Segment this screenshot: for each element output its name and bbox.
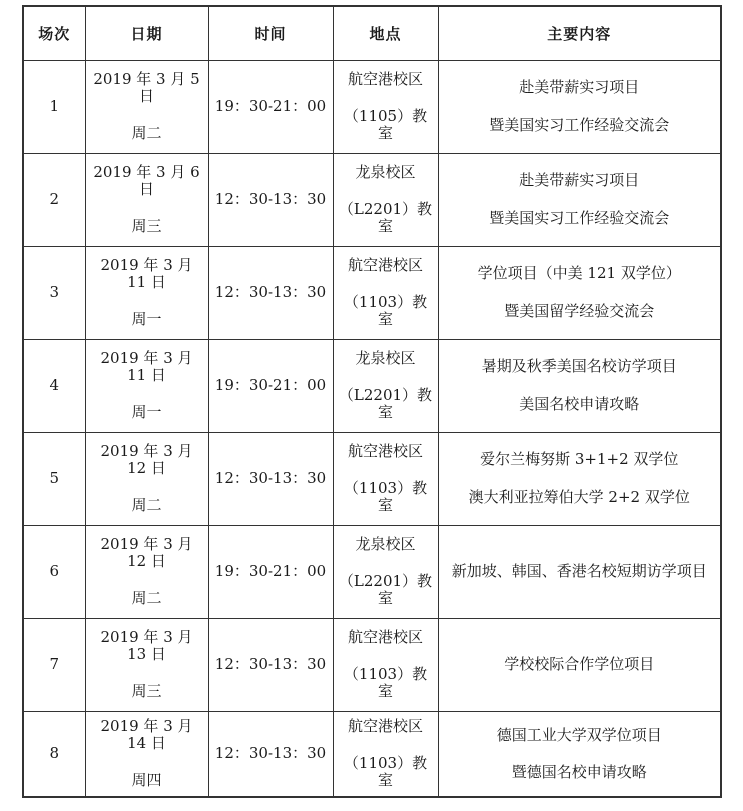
time-cell xyxy=(208,246,333,339)
text-line: 19：30-21：00 xyxy=(214,561,327,580)
location-cell xyxy=(333,339,438,432)
text-line: 周三 xyxy=(131,682,162,701)
text-line: 航空港校区 xyxy=(347,69,423,88)
text-line: 周一 xyxy=(131,403,162,422)
column-header: 地点 xyxy=(333,6,438,60)
column-header: 日期 xyxy=(85,6,208,60)
text-line: 周四 xyxy=(131,771,162,790)
session-cell xyxy=(23,339,85,432)
text-line: 新加坡、韩国、香港名校短期访学项目 xyxy=(451,561,707,580)
text-line: 2 xyxy=(49,189,60,208)
date-cell xyxy=(85,618,208,711)
date-cell xyxy=(85,432,208,525)
text-line: 暨德国名校申请攻略 xyxy=(511,762,647,781)
session-cell xyxy=(23,525,85,618)
text-line: （1103）教室 xyxy=(343,292,428,329)
date-cell xyxy=(85,711,208,797)
date-cell xyxy=(85,246,208,339)
table-row xyxy=(23,711,721,797)
content-cell xyxy=(438,525,721,618)
text-line: 航空港校区 xyxy=(347,716,423,735)
date-cell xyxy=(85,60,208,153)
text-line: 2019 年 3 月 12 日 xyxy=(100,534,193,570)
location-cell xyxy=(333,432,438,525)
text-line: 赴美带薪实习项目 xyxy=(519,78,640,97)
table-row xyxy=(23,618,721,711)
time-cell xyxy=(208,618,333,711)
text-line: 2019 年 3 月 14 日 xyxy=(100,716,193,753)
text-line: 爱尔兰梅努斯 3+1+2 双学位 xyxy=(480,450,679,469)
column-header: 主要内容 xyxy=(438,6,721,60)
location-cell xyxy=(333,618,438,711)
content-cell xyxy=(438,339,721,432)
schedule-table xyxy=(22,5,722,798)
table-row xyxy=(23,432,721,525)
time-cell xyxy=(208,60,333,153)
text-line: 12：30-13：30 xyxy=(214,282,327,301)
text-line: 周三 xyxy=(131,217,162,236)
column-header: 时间 xyxy=(208,6,333,60)
content-cell xyxy=(438,618,721,711)
session-cell xyxy=(23,246,85,339)
text-line: 赴美带薪实习项目 xyxy=(519,171,640,190)
session-cell xyxy=(23,711,85,797)
text-line: 周一 xyxy=(131,310,162,329)
date-cell xyxy=(85,339,208,432)
text-line: 学位项目（中美 121 双学位） xyxy=(477,264,681,283)
time-cell xyxy=(208,711,333,797)
text-line: 12：30-13：30 xyxy=(214,654,327,673)
text-line: （1103）教室 xyxy=(343,754,428,790)
text-line: 周二 xyxy=(131,589,162,608)
text-line: 龙泉校区 xyxy=(355,348,416,367)
text-line: 龙泉校区 xyxy=(355,534,416,553)
content-cell xyxy=(438,60,721,153)
session-cell xyxy=(23,60,85,153)
time-cell xyxy=(208,432,333,525)
text-line: 7 xyxy=(49,654,60,673)
location-cell xyxy=(333,246,438,339)
session-cell xyxy=(23,432,85,525)
text-line: 暨美国留学经验交流会 xyxy=(504,301,655,320)
text-line: 美国名校申请攻略 xyxy=(519,394,640,413)
text-line: （1105）教室 xyxy=(343,106,428,143)
text-line: 12：30-13：30 xyxy=(214,189,327,208)
text-line: 学校校际合作学位项目 xyxy=(504,654,655,673)
text-line: 龙泉校区 xyxy=(355,162,416,181)
content-cell xyxy=(438,711,721,797)
table-row xyxy=(23,246,721,339)
text-line: 8 xyxy=(49,744,60,763)
text-line: 2019 年 3 月 5 日 xyxy=(93,69,200,105)
text-line: 4 xyxy=(49,375,60,394)
content-cell xyxy=(438,153,721,246)
text-line: （L2201）教室 xyxy=(338,199,433,236)
column-header: 场次 xyxy=(23,6,85,60)
location-cell xyxy=(333,711,438,797)
date-cell xyxy=(85,525,208,618)
text-line: 6 xyxy=(49,561,60,580)
text-line: 暨美国实习工作经验交流会 xyxy=(489,208,670,227)
time-cell xyxy=(208,153,333,246)
text-line: 3 xyxy=(49,282,60,301)
text-line: （1103）教室 xyxy=(343,664,428,701)
text-line: 周二 xyxy=(131,496,162,515)
location-cell xyxy=(333,153,438,246)
table-row xyxy=(23,525,721,618)
location-cell xyxy=(333,525,438,618)
date-cell xyxy=(85,153,208,246)
text-line: 航空港校区 xyxy=(347,627,423,646)
session-cell xyxy=(23,153,85,246)
table-row xyxy=(23,60,721,153)
text-line: 2019 年 3 月 12 日 xyxy=(100,441,193,477)
text-line: 12：30-13：30 xyxy=(214,744,327,763)
location-cell xyxy=(333,60,438,153)
text-line: 航空港校区 xyxy=(347,255,423,274)
text-line: 19：30-21：00 xyxy=(214,375,327,394)
text-line: （L2201）教室 xyxy=(338,385,433,422)
text-line: 2019 年 3 月 11 日 xyxy=(100,348,193,384)
header-row xyxy=(23,6,721,60)
text-line: 5 xyxy=(49,468,60,487)
text-line: 2019 年 3 月 13 日 xyxy=(100,627,193,663)
table-row xyxy=(23,339,721,432)
text-line: （L2201）教室 xyxy=(338,571,433,608)
text-line: 19：30-21：00 xyxy=(214,96,327,115)
text-line: 周二 xyxy=(131,124,162,143)
session-cell xyxy=(23,618,85,711)
text-line: 1 xyxy=(49,96,60,115)
text-line: 德国工业大学双学位项目 xyxy=(496,725,662,744)
text-line: 2019 年 3 月 11 日 xyxy=(100,255,193,291)
content-cell xyxy=(438,432,721,525)
content-cell xyxy=(438,246,721,339)
text-line: 澳大利亚拉筹伯大学 2+2 双学位 xyxy=(468,487,690,506)
time-cell xyxy=(208,339,333,432)
text-line: （1103）教室 xyxy=(343,478,428,515)
time-cell xyxy=(208,525,333,618)
text-line: 12：30-13：30 xyxy=(214,468,327,487)
text-line: 2019 年 3 月 6 日 xyxy=(93,162,200,198)
text-line: 航空港校区 xyxy=(347,441,423,460)
text-line: 暑期及秋季美国名校访学项目 xyxy=(481,357,677,376)
table-row xyxy=(23,153,721,246)
text-line: 暨美国实习工作经验交流会 xyxy=(489,115,670,134)
